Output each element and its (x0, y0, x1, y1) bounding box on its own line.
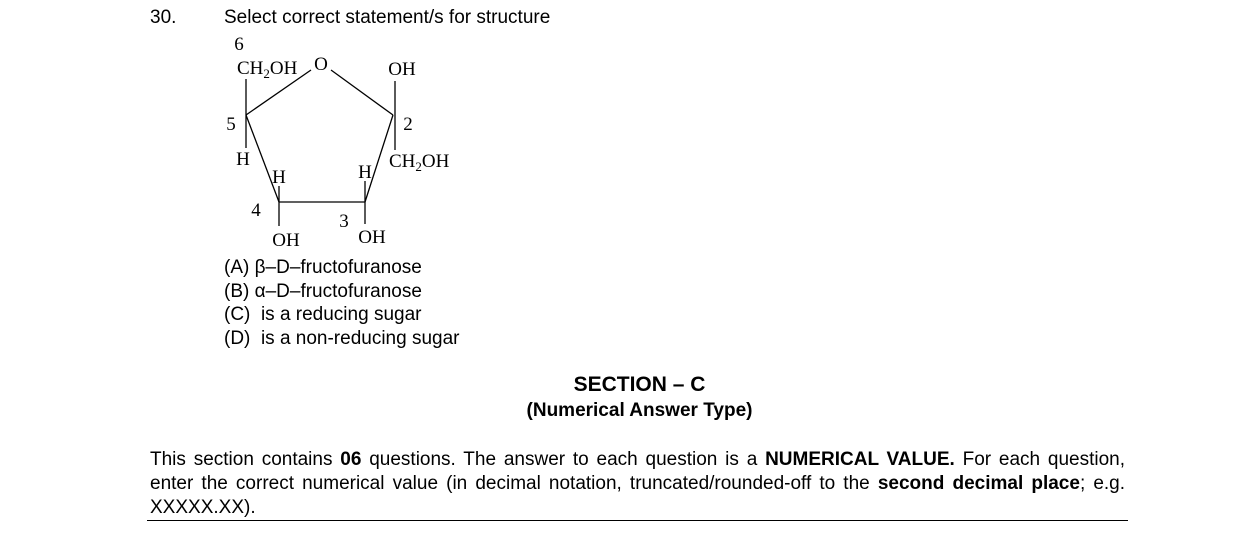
option-c-label: (C) (224, 304, 261, 325)
option-b-label: (B) (224, 280, 255, 302)
instructions-part-3: For each question, enter the correct numerical value (in decimal notation, truncated/rounded-off to the (150, 449, 1125, 494)
carbon-4-number: 4 (251, 200, 261, 221)
option-a-text: β–D–fructofuranose (254, 257, 422, 278)
question-number: 30. (150, 7, 177, 28)
carbon-6-number: 6 (234, 34, 244, 55)
carbon-5-number: 5 (226, 114, 236, 135)
answer-options (224, 256, 460, 350)
option-d[interactable] (224, 327, 460, 351)
section-instructions (150, 448, 1125, 520)
carbon-2-number: 2 (403, 114, 413, 135)
c2-oh-label: OH (388, 59, 416, 80)
option-d-text: is a non-reducing sugar (260, 327, 460, 349)
instructions-part-1: This section contains (150, 449, 341, 470)
instructions-part-2: questions. The answer to each question is a (361, 449, 766, 470)
option-b[interactable] (224, 280, 460, 304)
numerical-value-emphasis: NUMERICAL VALUE. (765, 449, 955, 470)
question-count: 06 (340, 449, 362, 470)
option-a[interactable] (224, 256, 460, 280)
bond-c5-c4 (246, 115, 279, 202)
c3-oh-label: OH (358, 227, 386, 248)
section-subtitle: (Numerical Answer Type) (526, 400, 753, 421)
question-text: Select correct statement/s for structure (224, 7, 551, 28)
bottom-divider (147, 520, 1128, 521)
c2-ch2oh-label: $CH_2OH$ (389, 151, 450, 174)
option-a-label: (A) (224, 257, 255, 278)
bond-o-c2 (331, 70, 393, 115)
ring-oxygen-label: O (314, 54, 328, 75)
second-decimal-emphasis: second decimal place (877, 473, 1080, 494)
option-d-label: (D) (224, 327, 261, 349)
option-b-text: α–D–fructofuranose (254, 280, 422, 302)
c6-ch2oh-label: $CH_2OH$ (237, 58, 298, 81)
section-title: SECTION – C (573, 373, 706, 396)
c5-h-label: H (236, 149, 250, 170)
c4-oh-label: OH (272, 230, 300, 251)
c4-h-label: H (272, 167, 286, 188)
carbon-3-number: 3 (339, 211, 349, 232)
option-c[interactable] (224, 303, 460, 327)
c3-h-label: H (358, 162, 372, 183)
instructions-part-4: ; e.g. XXXXX.XX). (150, 473, 1126, 518)
option-c-text: is a reducing sugar (260, 304, 422, 325)
